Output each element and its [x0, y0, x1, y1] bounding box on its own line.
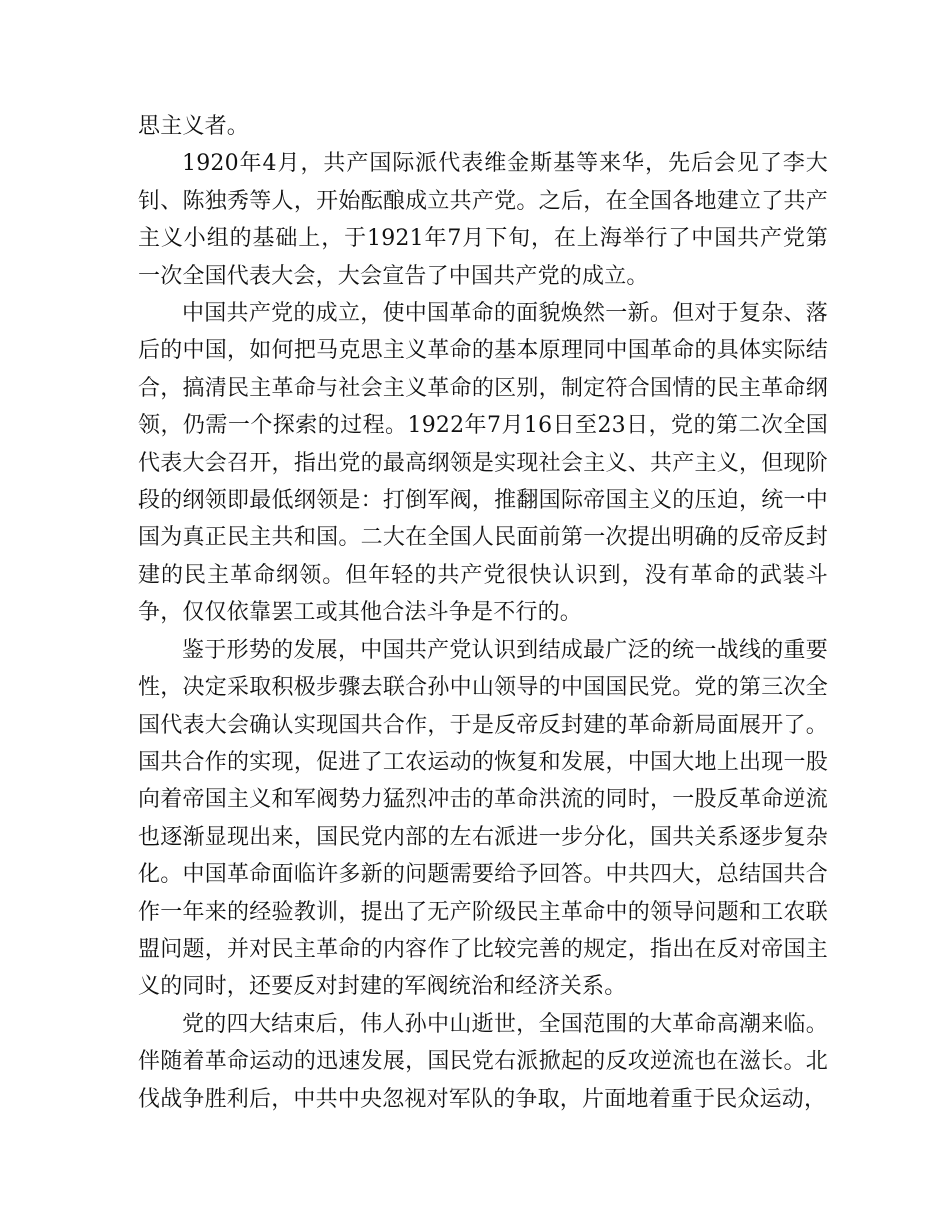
paragraph-second-congress: 中国共产党的成立，使中国革命的面貌焕然一新。但对于复杂、落后的中国，如何把马克思主义革命的基本原理同中国革命的具体实际结合，搞清民主革命与社会主义革命的区别，制定符合国情的民主革命纲领，仍需一个探索的过程。1922年7月16日至23日，党的第二次全国代表大会召开，指出党的最高纲领是实现社会主义、共产主义，但现阶段的纲领即最低纲领是：打倒军阀，推翻国际帝国主义的压迫，统一中国为真正民主共和国。二大在全国人民面前第一次提出明确的反帝反封建的民主革命纲领。但年轻的共产党很快认识到，没有革命的武装斗争，仅仅依靠罢工或其他合法斗争是不行的。 — [138, 301, 828, 626]
paragraph-after-fourth-congress: 党的四大结束后，伟人孙中山逝世，全国范围的大革命高潮来临。伴随着革命运动的迅速发展，国民党右派掀起的反攻逆流也在滋长。北伐战争胜利后，中共中央忽视对军队的争取，片面地着重于民众运动， — [138, 1011, 828, 1112]
paragraph-continuation: 思主义者。 — [138, 114, 250, 139]
paragraph-united-front: 鉴于形势的发展，中国共产党认识到结成最广泛的统一战线的重要性，决定采取积极步骤去联合孙中山领导的中国国民党。党的第三次全国代表大会确认实现国共合作，于是反帝反封建的革命新局面展开了。国共合作的实现，促进了工农运动的恢复和发展，中国大地上出现一股向着帝国主义和军阀势力猛烈冲击的革命洪流的同时，一股反革命逆流也逐渐显现出来，国民党内部的左右派进一步分化，国共关系逐步复杂化。中国革命面临许多新的问题需要给予回答。中共四大，总结国共合作一年来的经验教训，提出了无产阶级民主革命中的领导问题和工农联盟问题，并对民主革命的内容作了比较完善的规定，指出在反对帝国主义的同时，还要反对封建的军阀统治和经济关系。 — [138, 637, 828, 1000]
paragraph-first-congress: 1920年4月，共产国际派代表维金斯基等来华，先后会见了李大钊、陈独秀等人，开始酝酿成立共产党。之后，在全国各地建立了共产主义小组的基础上，于1921年7月下旬，在上海举行了中国共产党第一次全国代表大会，大会宣告了中国共产党的成立。 — [138, 151, 828, 289]
body-text — [138, 108, 828, 1118]
